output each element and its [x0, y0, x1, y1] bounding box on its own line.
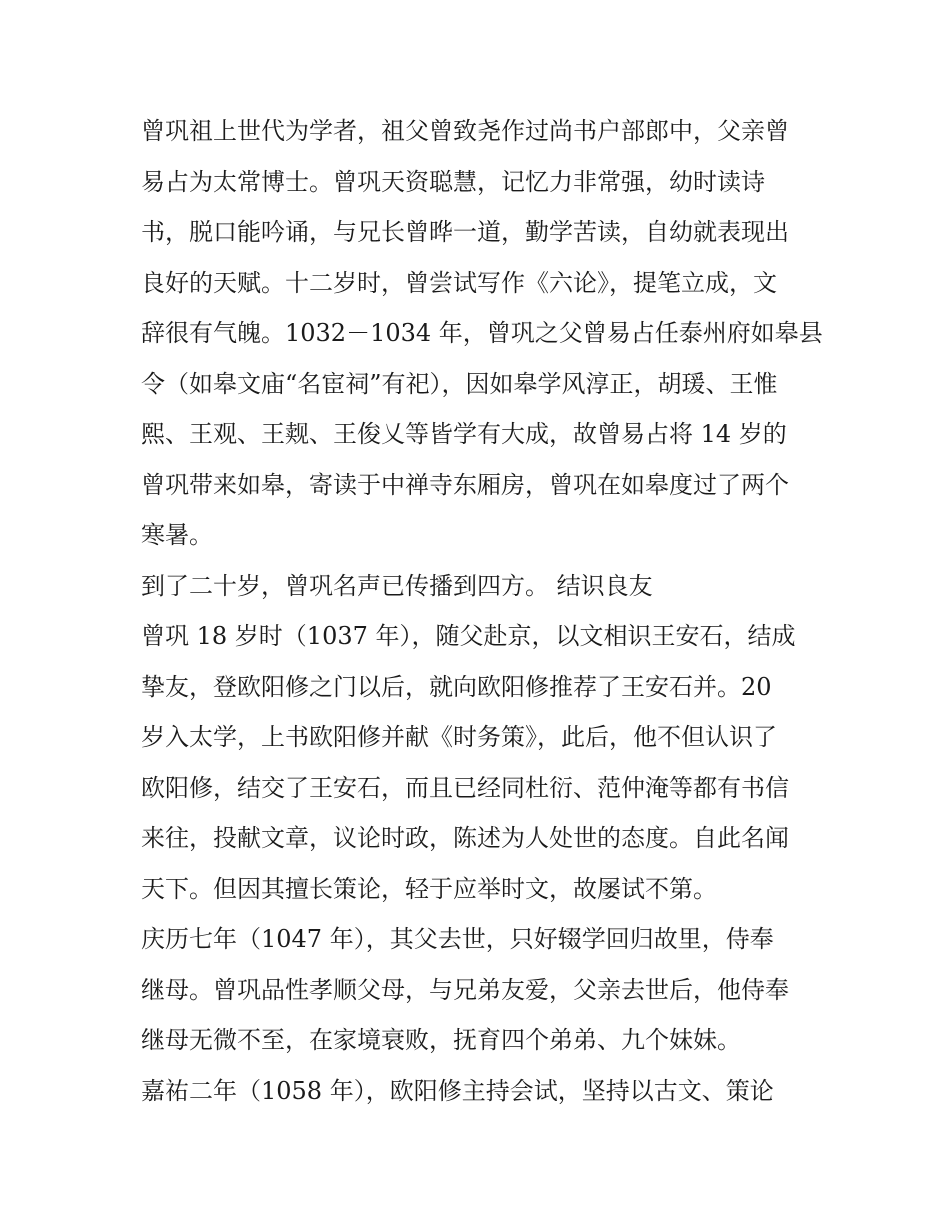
- text-line: 挚友，登欧阳修之门以后，就向欧阳修推荐了王安石并。20: [141, 672, 772, 701]
- text-line: 寒暑。: [141, 521, 213, 549]
- text-line: 欧阳修，结交了王安石，而且已经同杜衍、范仲淹等都有书信: [141, 773, 789, 802]
- text-line: 来往，投献文章，议论时政，陈述为人处世的态度。自此名闻: [141, 824, 789, 852]
- text-line: 嘉祐二年（1058 年），欧阳修主持会试，坚持以古文、策论: [141, 1076, 774, 1105]
- text-line: 岁入太学，上书欧阳修并献《时务策》，此后，他不但认识了: [141, 723, 777, 751]
- text-line: 易占为太常博士。曾巩天资聪慧，记忆力非常强，幼时读诗: [141, 167, 765, 196]
- text-line: 令（如皋文庙“名宦祠”有祀），因如皋学风淳正，胡瑗、王惟: [141, 369, 778, 398]
- body-text: [141, 106, 821, 1116]
- text-line: 曾巩 18 岁时（1037 年），随父赴京，以文相识王安石，结成: [141, 622, 796, 650]
- text-line: 庆历七年（1047 年），其父去世，只好辍学回归故里，侍奉: [141, 925, 774, 953]
- text-line: 曾巩祖上世代为学者，祖父曾致尧作过尚书户部郎中，父亲曾: [141, 117, 789, 145]
- text-line: 继母。曾巩品性孝顺父母，与兄弟友爱，父亲去世后，他侍奉: [141, 975, 789, 1004]
- text-line: 曾巩带来如皋，寄读于中禅寺东厢房，曾巩在如皋度过了两个: [141, 470, 789, 499]
- text-line: 继母无微不至，在家境衰败，抚育四个弟弟、九个妹妹。: [141, 1026, 741, 1054]
- text-line: 良好的天赋。十二岁时，曾尝试写作《六论》，提笔立成，文: [141, 268, 777, 297]
- text-line: 到了二十岁，曾巩名声已传播到四方。 结识良友: [141, 571, 653, 600]
- text-line: 辞很有气魄。1032－1034 年，曾巩之父曾易占任泰州府如皋县: [141, 319, 823, 347]
- text-line: 天下。但因其擅长策论，轻于应举时文，故屡试不第。: [141, 874, 717, 903]
- text-line: 书，脱口能吟诵，与兄长曾晔一道，勤学苦读，自幼就表现出: [141, 218, 789, 246]
- text-line: 熙、王观、王觌、王俊乂等皆学有大成，故曾易占将 14 岁的: [141, 420, 787, 448]
